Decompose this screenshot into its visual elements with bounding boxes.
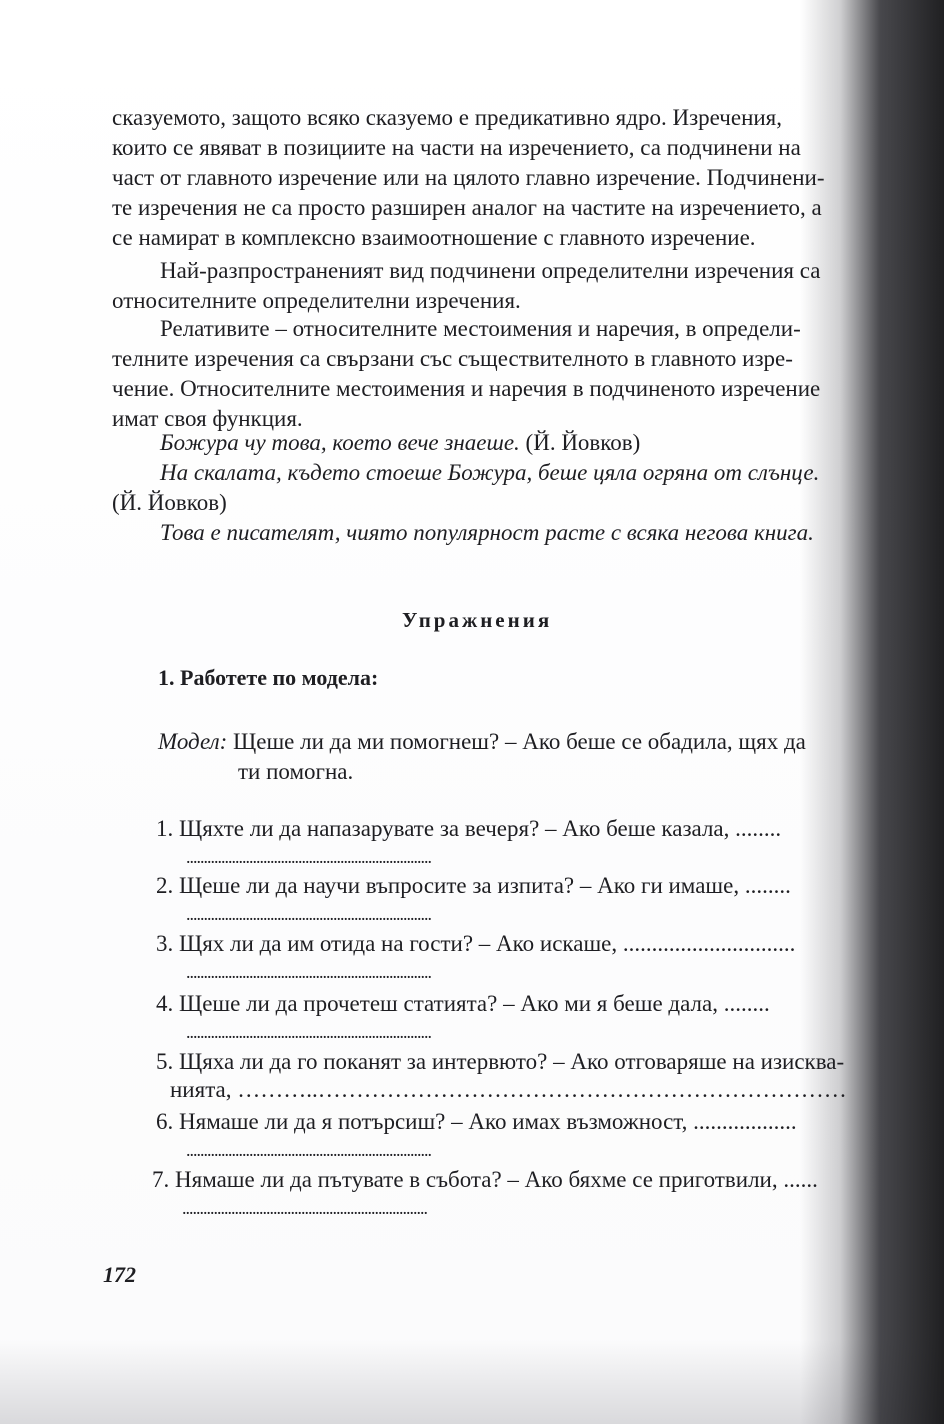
example-sentences (112, 428, 872, 548)
exercise-item (156, 1108, 856, 1164)
exercise-question: 7. Нямаше ли да пътувате в събота? – Ако бяхме се приготвили, ...... (152, 1167, 818, 1192)
exercise-item (156, 815, 856, 871)
exercise-question: 2. Щеше ли да научи въпросите за изпита? – Ако ги имаше, ........ (156, 873, 791, 898)
answer-blank[interactable]: ...................................................................... (182, 1198, 427, 1218)
exercise-item (156, 872, 856, 928)
paragraph-3 (112, 314, 872, 434)
page-number: 172 (103, 1262, 136, 1287)
example-2-source: (Й. Йовков) (112, 490, 227, 515)
model-line-1: Щеше ли да ми помогнеш? – Ако беше се обадила, щях да (227, 729, 806, 754)
answer-blank[interactable]: ...................................................................... (186, 962, 431, 982)
text-line: Релативите – относителните местоимения и наречия, в определи- (160, 316, 801, 341)
paragraph-2 (112, 256, 872, 316)
exercise-item (156, 1048, 856, 1104)
text-line: телните изречения са свързани със съществителното в главното изре- (112, 346, 793, 371)
text-line: чение. Относителните местоимения и наречия в подчиненото изречение (112, 376, 821, 401)
answer-blank[interactable]: нията, ………..…………………………………………………………… (170, 1077, 847, 1102)
exercise-item (156, 990, 856, 1046)
example-3: Това е писателят, чиято популярност расте с всяка негова книга. (160, 520, 814, 545)
answer-blank[interactable]: ...................................................................... (186, 904, 431, 924)
text-line: сказуемото, защото всяко сказуемо е предикативно ядро. Изречения, (112, 105, 783, 130)
answer-blank[interactable]: ...................................................................... (186, 1140, 431, 1160)
paragraph-1 (112, 103, 872, 253)
text-line: Най-разпространеният вид подчинени определителни изречения са (160, 258, 821, 283)
text-line: относителните определителни изречения. (112, 288, 521, 313)
exercise-question: 6. Нямаше ли да я потърсиш? – Ако имах възможност, .................. (156, 1109, 797, 1134)
exercise-item (156, 930, 856, 986)
exercise-item (152, 1166, 852, 1222)
example-1 (112, 428, 872, 458)
model-label: Модел: (158, 729, 228, 754)
text-line: те изречения не са просто разширен аналог на частите на изречението, а (112, 195, 822, 220)
text-line: имат своя функция. (112, 406, 303, 431)
exercise-question: 5. Щяха ли да го поканят за интервюто? – Ако отговаряше на изисква- (156, 1049, 845, 1074)
answer-blank[interactable]: ...................................................................... (186, 1022, 431, 1042)
model-example (158, 727, 806, 787)
text-line: част от главното изречение или на цялото главно изречение. Подчинени- (112, 165, 825, 190)
exercise-question: 1. Щяхте ли да напазарувате за вечеря? – Ако беше казала, ........ (156, 816, 782, 841)
answer-blank[interactable]: ...................................................................... (186, 847, 431, 867)
model-line-2: ти помогна. (238, 759, 354, 784)
example-source: (Й. Йовков) (519, 430, 641, 455)
example-text: Божура чу това, което вече знаеше. (160, 430, 520, 455)
text-line: се намират в комплексно взаимоотношение с главното изречение. (112, 225, 756, 250)
section-title: Упражнения (402, 608, 553, 632)
text-line: които се явяват в позициите на части на изречението, са подчинени на (112, 135, 801, 160)
exercise-question: 4. Щеше ли да прочетеш статията? – Ако ми я беше дала, ........ (156, 991, 770, 1016)
exercise-question: 3. Щях ли да им отида на гости? – Ако искаше, .............................. (156, 931, 796, 956)
example-2: На скалата, където стоеше Божура, беше цяла огряна от слънце. (160, 460, 820, 485)
task-title: 1. Работете по модела: (158, 665, 379, 690)
